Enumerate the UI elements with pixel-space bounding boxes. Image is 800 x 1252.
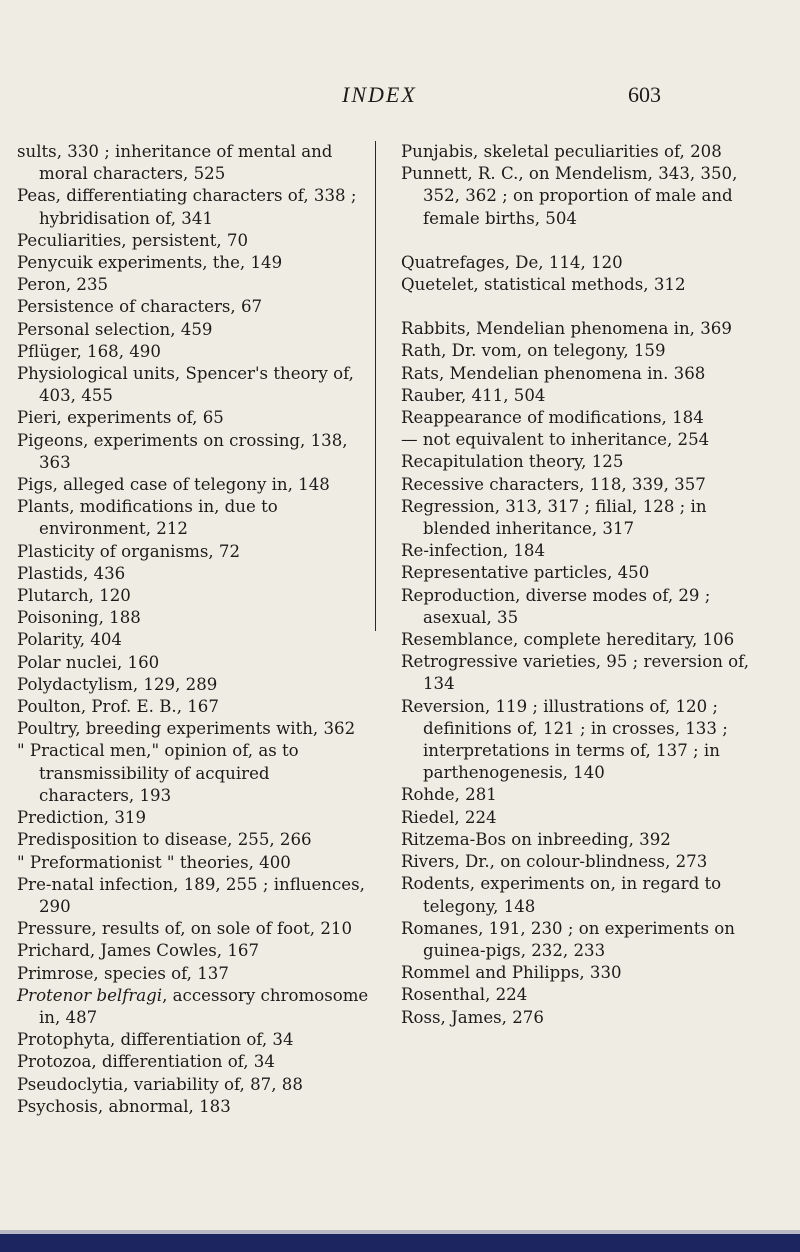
index-entry: Representative particles, 450 [401, 563, 650, 583]
index-entry: Punjabis, skeletal peculiarities of, 208 [401, 142, 722, 161]
index-entry: Ross, James, 276 [401, 1007, 544, 1027]
index-entry: Reappearance of modifications, 184 [401, 408, 704, 428]
index-entry: Physiological units, Spencer's theory of, 403, 455 [17, 364, 354, 406]
index-entry: Plastids, 436 [17, 563, 126, 583]
index-entry: Ritzema-Bos on inbreeding, 392 [401, 829, 671, 849]
index-entry: Protozoa, differentiation of, 34 [17, 1052, 275, 1072]
species-name: Protenor belfragi [17, 985, 163, 1005]
index-entry: Peas, differentiating characters of, 338 ; hybridisation of, 341 [17, 186, 357, 228]
index-entry: Pre-natal infection, 189, 255 ; influences, 290 [17, 874, 365, 916]
index-entry: Recessive characters, 118, 339, 357 [401, 474, 706, 494]
index-entry: Pseudoclytia, variability of, 87, 88 [17, 1074, 303, 1094]
index-entry: Retrogressive varieties, 95 ; reversion of, 134 [401, 652, 749, 694]
index-entry: Rath, Dr. vom, on telegony, 159 [401, 341, 666, 361]
index-entry: Protophyta, differentiation of, 34 [17, 1030, 294, 1050]
index-entry: Plutarch, 120 [17, 586, 131, 606]
column-divider [375, 141, 376, 631]
page-number: 603 [628, 82, 661, 107]
index-entry: Reversion, 119 ; illustrations of, 120 ; definitions of, 121 ; in crosses, 133 ; interpretations in terms of, 137 ; in parthenogenesis, 140 [401, 696, 728, 783]
index-entry: Rommel and Philipps, 330 [401, 963, 622, 983]
index-entry: Quatrefages, De, 114, 120 [401, 252, 623, 272]
index-entry: Penycuik experiments, the, 149 [17, 253, 283, 273]
index-entry: Plants, modifications in, due to environment, 212 [17, 497, 278, 539]
index-entry: Psychosis, abnormal, 183 [17, 1096, 231, 1116]
index-entry: Plasticity of organisms, 72 [17, 541, 241, 561]
running-head [0, 82, 800, 112]
index-entry: Poulton, Prof. E. B., 167 [17, 697, 219, 717]
index-column-left [17, 141, 369, 1118]
index-entry: Pigeons, experiments on crossing, 138, 363 [17, 430, 348, 472]
index-entry: Quetelet, statistical methods, 312 [401, 275, 686, 295]
index-entry: — not equivalent to inheritance, 254 [401, 430, 710, 450]
index-entry: Rats, Mendelian phenomena in. 368 [401, 363, 706, 383]
index-entry: Recapitulation theory, 125 [401, 452, 624, 472]
index-entry: Rauber, 411, 504 [401, 385, 546, 405]
index-entry: Prichard, James Cowles, 167 [17, 941, 260, 961]
index-entry: Poisoning, 188 [17, 608, 141, 628]
index-entry: Prediction, 319 [17, 808, 147, 828]
book-edge-band [0, 1234, 800, 1252]
index-entry: Resemblance, complete hereditary, 106 [401, 630, 735, 650]
index-entry: Predisposition to disease, 255, 266 [17, 830, 312, 850]
index-entry: Pieri, experiments of, 65 [17, 408, 224, 428]
index-entry: Rabbits, Mendelian phenomena in, 369 [401, 319, 732, 339]
index-entry: Polar nuclei, 160 [17, 652, 160, 672]
index-entry: Re-infection, 184 [401, 541, 546, 561]
index-entry: Peculiarities, persistent, 70 [17, 230, 249, 250]
index-entry: Poultry, breeding experiments with, 362 [17, 719, 356, 739]
index-entry: Personal selection, 459 [17, 319, 213, 339]
index-entry: Pigs, alleged case of telegony in, 148 [17, 475, 330, 495]
index-entry: Rivers, Dr., on colour-blindness, 273 [401, 852, 708, 872]
index-entry: Rohde, 281 [401, 785, 497, 805]
index-entry: sults, 330 ; inheritance of mental and moral characters, 525 [17, 142, 333, 184]
index-entry: Primrose, species of, 137 [17, 963, 229, 983]
index-entry: Riedel, 224 [401, 807, 497, 827]
index-entry: Polydactylism, 129, 289 [17, 674, 218, 694]
index-entry: Peron, 235 [17, 275, 109, 295]
index-entry: Regression, 313, 317 ; filial, 128 ; in blended inheritance, 317 [401, 496, 707, 539]
index-entry: Persistence of characters, 67 [17, 297, 263, 317]
running-title: INDEX [342, 82, 417, 107]
index-entry: Pflüger, 168, 490 [17, 341, 161, 361]
index-entry: Romanes, 191, 230 ; on experiments on guinea-pigs, 232, 233 [401, 918, 735, 960]
index-entry: " Practical men," opinion of, as to transmissibility of acquired characters, 193 [17, 741, 299, 805]
index-entry: Rosenthal, 224 [401, 985, 528, 1005]
index-entry: Reproduction, diverse modes of, 29 ; asexual, 35 [401, 585, 711, 627]
index-entry: Rodents, experiments on, in regard to telegony, 148 [401, 874, 722, 916]
index-entry: Polarity, 404 [17, 630, 122, 650]
index-column-right [401, 141, 753, 1029]
index-entry: Protenor belfragi, accessory chromosome in, 487 [17, 985, 369, 1027]
index-entry: " Preformationist " theories, 400 [17, 852, 291, 872]
index-entry: Punnett, R. C., on Mendelism, 343, 350, 352, 362 ; on proportion of male and female births, 504 [401, 164, 738, 228]
index-entry: Pressure, results of, on sole of foot, 210 [17, 919, 353, 939]
